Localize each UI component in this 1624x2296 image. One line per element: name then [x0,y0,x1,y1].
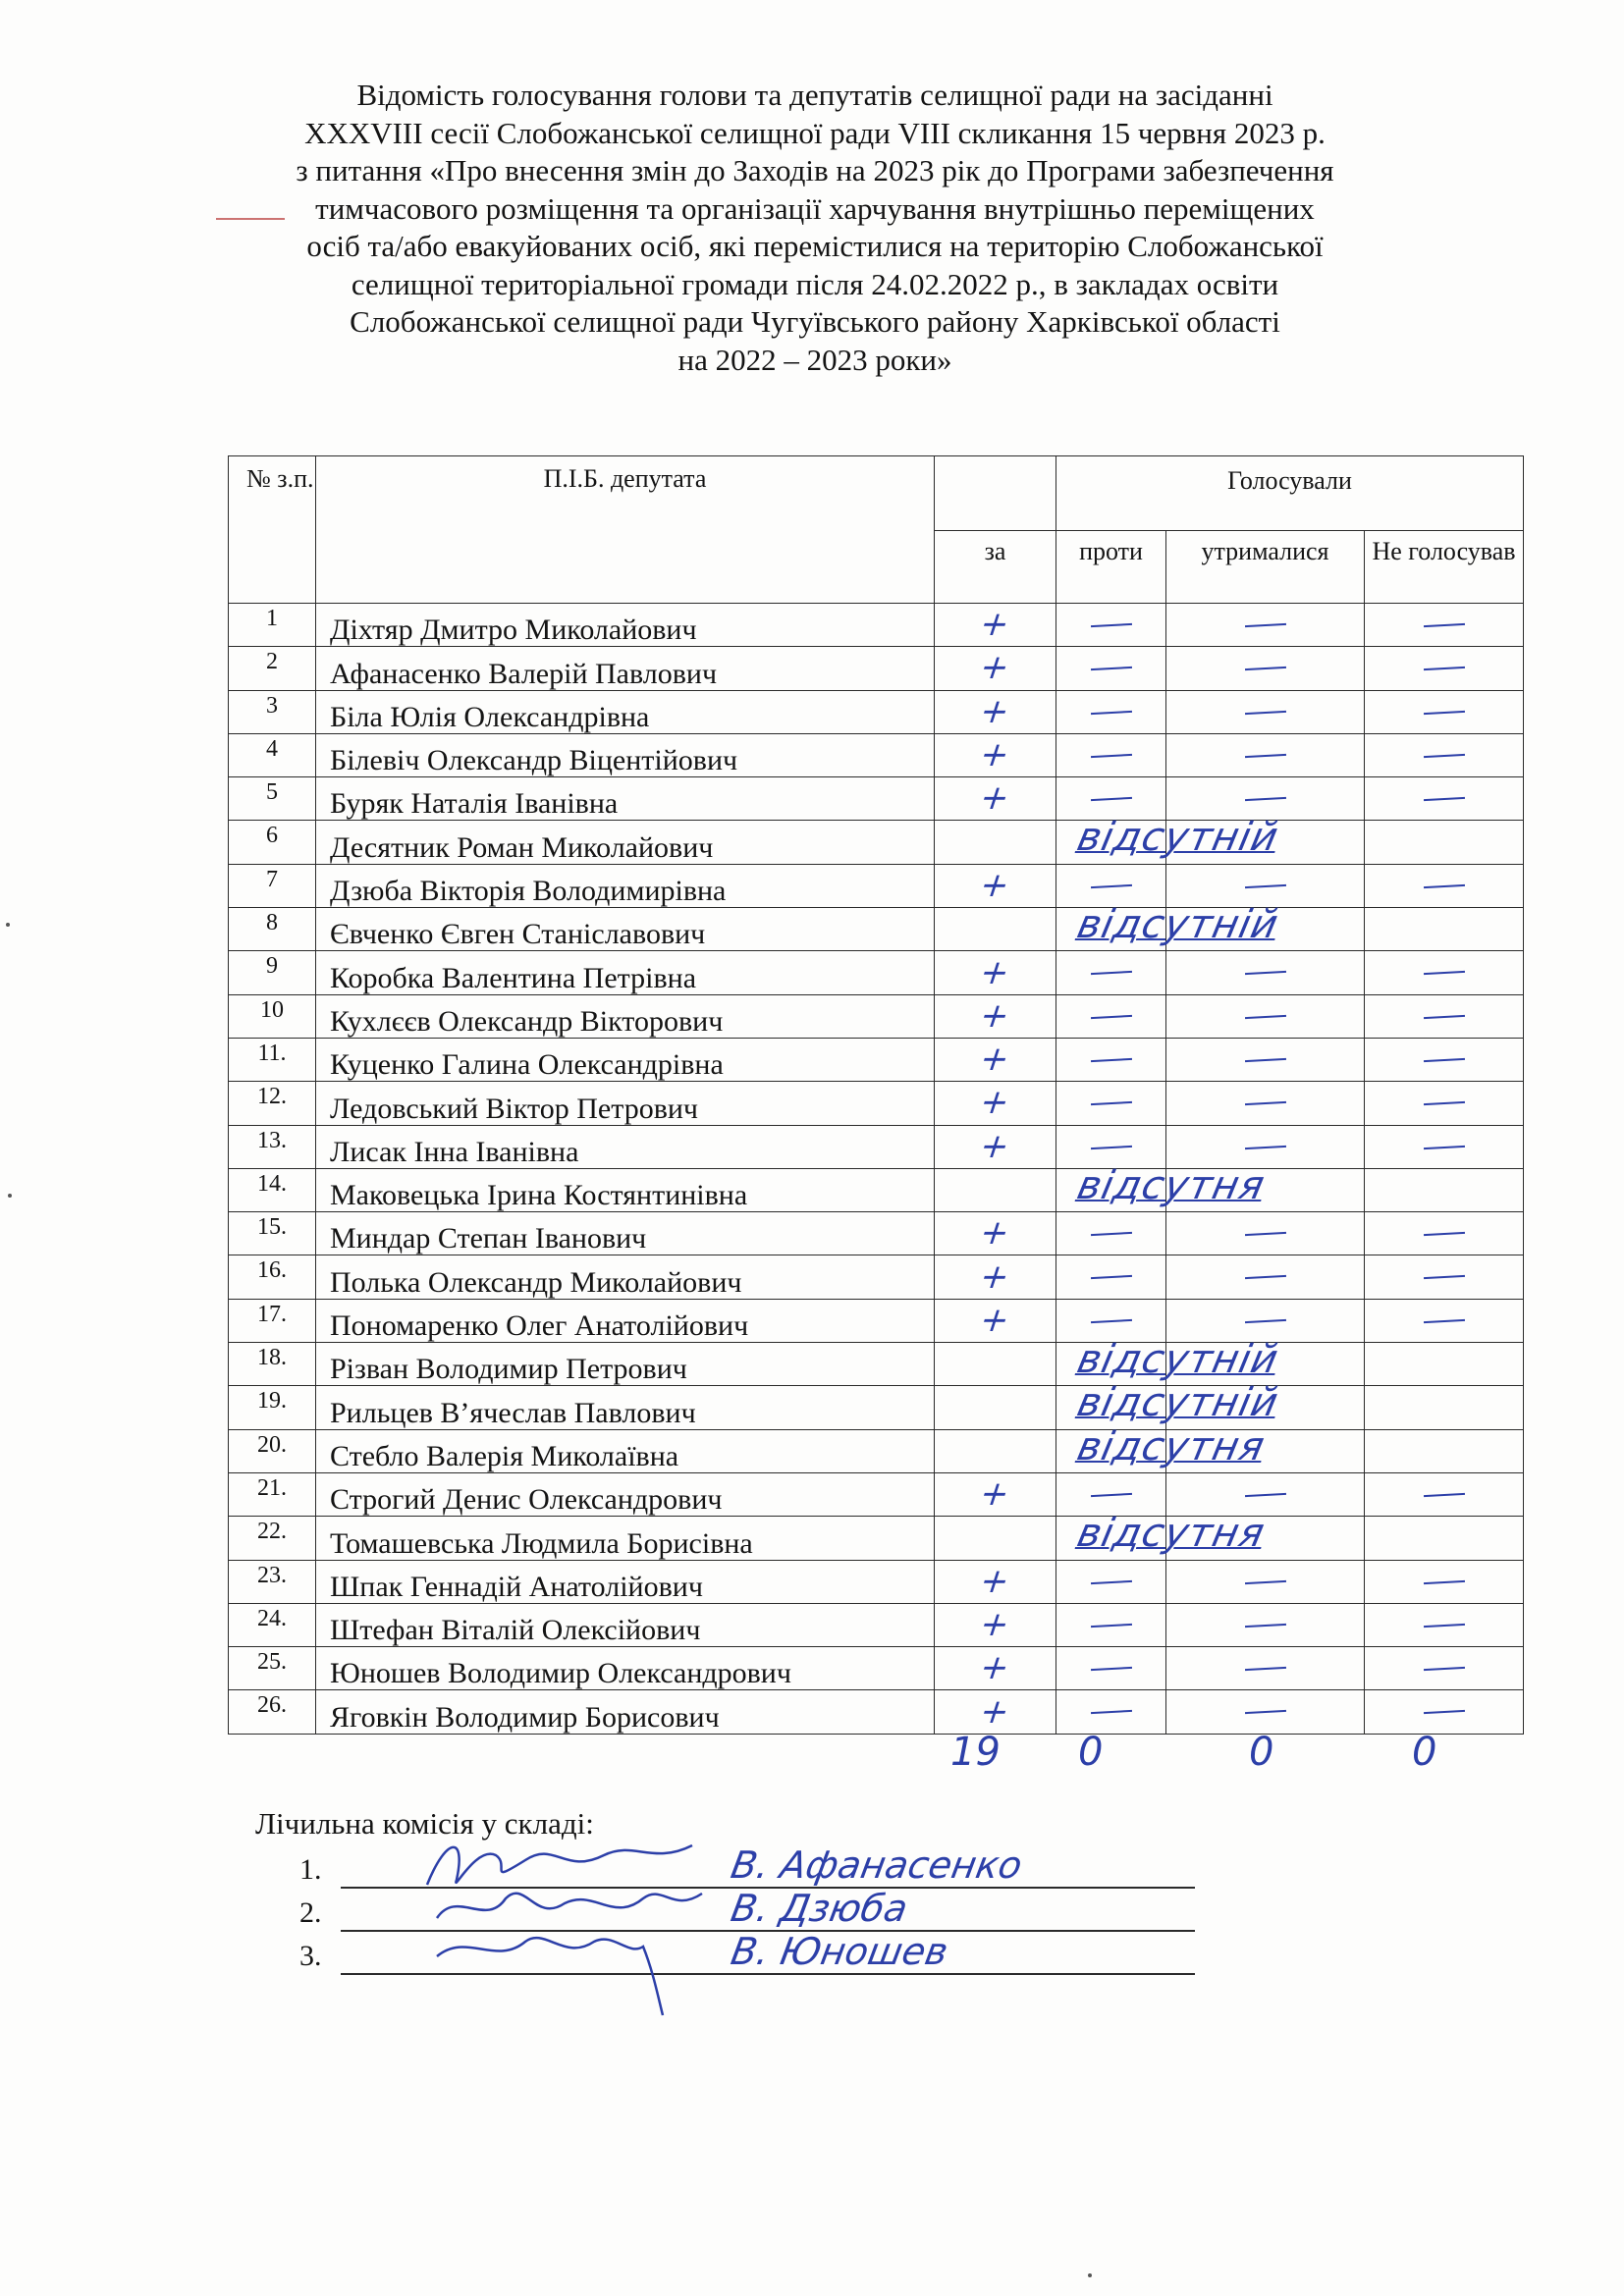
vote-cell-for [935,1038,1056,1081]
vote-cell-for [935,604,1056,647]
vote-cell-against [1056,733,1166,776]
deputy-name: Буряк Наталія Іванівна [316,777,935,821]
vote-cell-not-voted [1365,604,1524,647]
vote-cell-not-voted [1365,951,1524,994]
table-row [229,647,1524,690]
vote-cell-not-voted [1365,1386,1524,1429]
deputy-name: Білевіч Олександр Віцентійович [316,733,935,776]
header-against: проти [1056,531,1166,604]
table-row [229,908,1524,951]
deputy-name: Євченко Євген Станіславович [316,908,935,951]
header-spacer [935,456,1056,531]
vote-cell-against [1056,1690,1166,1734]
deputy-name: Різван Володимир Петрович [316,1343,935,1386]
handwritten-dash [1244,797,1285,801]
vote-cell-against [1056,1125,1166,1168]
commission-name: В. Дзюба [728,1887,911,1930]
absent-note: відсутній [1073,815,1283,861]
vote-cell-for [935,777,1056,821]
vote-cell-not-voted [1365,690,1524,733]
handwritten-dash [1244,667,1285,670]
handwritten-dash [1423,1058,1464,1062]
deputy-name: Штефан Віталій Олексійович [316,1603,935,1646]
table-row [229,690,1524,733]
handwritten-dash [1423,1101,1464,1105]
vote-cell-for [935,1429,1056,1472]
handwritten-dash [1423,1624,1464,1628]
document-title [216,77,1414,379]
deputy-name: Рильцев В’ячеслав Павлович [316,1386,935,1429]
row-number: 25. [229,1647,316,1690]
commission-member-3 [299,1930,1203,1979]
handwritten-dash [1244,884,1285,888]
row-number: 12. [229,1082,316,1125]
row-number: 24. [229,1603,316,1646]
absent-note: відсутній [1073,902,1283,948]
row-number: 18. [229,1343,316,1386]
vote-cell-for [935,821,1056,864]
handwritten-dash [1423,667,1464,670]
deputy-name: Стебло Валерія Миколаївна [316,1429,935,1472]
table-row [229,733,1524,776]
handwritten-plus: + [974,1083,1016,1123]
vote-cell-against [1056,1511,1270,1560]
row-number: 1 [229,604,316,647]
table-row [229,994,1524,1038]
absent-note: відсутня [1073,1423,1270,1469]
vote-cell-abstained [1166,1517,1365,1560]
handwritten-dash [1244,1145,1285,1148]
handwritten-dash [1244,1319,1285,1323]
row-number: 7 [229,864,316,907]
table-row [229,1255,1524,1299]
vote-cell-against [1056,815,1283,864]
vote-cell-abstained [1166,1647,1365,1690]
vote-cell-for [935,1386,1056,1429]
handwritten-dash [1423,710,1464,714]
absent-note: відсутній [1073,1380,1283,1426]
handwritten-plus: + [974,691,1016,731]
handwritten-dash [1244,1015,1285,1019]
deputy-name: Діхтяр Дмитро Миколайович [316,604,935,647]
handwritten-dash [1244,754,1285,758]
title-line-4: тимчасового розміщення та організації харчування внутрішньо переміщених [315,190,1315,226]
row-number: 2 [229,647,316,690]
vote-cell-not-voted [1365,1429,1524,1472]
handwritten-dash [1244,1232,1285,1236]
commission-label: Лічильна комісія у складі: [255,1806,594,1841]
vote-cell-abstained [1166,1125,1365,1168]
vote-cell-abstained [1166,994,1365,1038]
table-row [229,1386,1524,1429]
vote-cell-abstained [1166,1255,1365,1299]
row-number: 22. [229,1517,316,1560]
table-row [229,604,1524,647]
voting-table [228,455,1524,1735]
vote-cell-abstained [1166,1429,1365,1472]
handwritten-dash [1090,754,1131,758]
vote-cell-for [935,1168,1056,1211]
title-line-3: з питання «Про внесення змін до Заходів на 2023 рік до Програми забезпечення [296,153,1334,187]
title-line-2: XXXVIII сесії Слобожанської селищної ради VIII скликання 15 червня 2023 р. [304,115,1326,150]
commission-number: 1. [299,1853,322,1886]
vote-cell-for [935,1517,1056,1560]
vote-cell-not-voted [1365,1212,1524,1255]
deputy-name: Коробка Валентина Петрівна [316,951,935,994]
vote-cell-not-voted [1365,1343,1524,1386]
deputy-name: Миндар Степан Іванович [316,1212,935,1255]
handwritten-plus: + [974,648,1016,688]
handwritten-dash [1090,1015,1131,1019]
header-for: за [935,531,1056,604]
row-number: 6 [229,821,316,864]
vote-cell-not-voted [1365,864,1524,907]
row-number: 10 [229,994,316,1038]
handwritten-dash [1090,1145,1131,1148]
deputy-name: Пономаренко Олег Анатолійович [316,1299,935,1342]
title-line-6: селищної територіальної громади після 24.02.2022 р., в закладах освіти [351,266,1279,301]
table-row [229,1690,1524,1734]
handwritten-dash [1423,1319,1464,1323]
vote-cell-not-voted [1365,994,1524,1038]
deputy-name: Юношев Володимир Олександрович [316,1647,935,1690]
vote-cell-abstained [1166,1560,1365,1603]
table-row [229,1168,1524,1211]
title-line-5: осіб та/або евакуйованих осіб, які перемістилися на територію Слобожанської [306,229,1324,263]
scan-speck [8,1194,12,1198]
row-number: 17. [229,1299,316,1342]
handwritten-dash [1423,1579,1464,1583]
table-row [229,1038,1524,1081]
deputy-name: Маковецька Ірина Костянтинівна [316,1168,935,1211]
handwritten-plus: + [974,1648,1016,1688]
header-name: П.І.Б. депутата [316,456,935,604]
row-number: 20. [229,1429,316,1472]
vote-cell-for [935,1212,1056,1255]
handwritten-dash [1244,1667,1285,1671]
scan-speck [6,923,10,927]
vote-cell-not-voted [1365,1299,1524,1342]
handwritten-dash [1423,797,1464,801]
pen-mark [216,218,285,220]
table-row [229,1429,1524,1472]
vote-cell-against [1056,951,1166,994]
vote-cell-abstained [1166,1082,1365,1125]
vote-cell-abstained [1166,864,1365,907]
total-for: 19 [950,1730,1001,1775]
handwritten-dash [1244,971,1285,975]
table-row [229,777,1524,821]
row-number: 21. [229,1472,316,1516]
deputy-name: Дзюба Вікторія Володимирівна [316,864,935,907]
table-row [229,1125,1524,1168]
commission-name: В. Афанасенко [728,1843,1026,1887]
row-number: 8 [229,908,316,951]
vote-cell-against [1056,1038,1166,1081]
vote-cell-for [935,951,1056,994]
absent-note: відсутня [1073,1162,1270,1208]
vote-cell-against [1056,604,1166,647]
vote-cell-abstained [1166,733,1365,776]
vote-cell-not-voted [1365,733,1524,776]
vote-cell-abstained [1166,1603,1365,1646]
vote-cell-abstained [1166,1299,1365,1342]
row-number: 26. [229,1690,316,1734]
deputy-name: Томашевська Людмила Борисівна [316,1517,935,1560]
vote-cell-for [935,1255,1056,1299]
vote-cell-not-voted [1365,777,1524,821]
handwritten-dash [1423,1232,1464,1236]
vote-cell-abstained [1166,1386,1365,1429]
vote-cell-not-voted [1365,1647,1524,1690]
table-row [229,1647,1524,1690]
absent-note: відсутній [1073,1337,1283,1383]
handwritten-dash [1090,797,1131,801]
handwritten-dash [1244,623,1285,627]
deputy-name: Біла Юлія Олександрівна [316,690,935,733]
deputy-name: Кухлєєв Олександр Вікторович [316,994,935,1038]
deputy-name: Ледовський Віктор Петрович [316,1082,935,1125]
vote-cell-against [1056,647,1166,690]
vote-cell-not-voted [1365,647,1524,690]
handwritten-dash [1423,623,1464,627]
handwritten-plus: + [974,1256,1016,1297]
vote-cell-not-voted [1365,1517,1524,1560]
handwritten-dash [1090,971,1131,975]
vote-cell-not-voted [1365,821,1524,864]
table-row [229,821,1524,864]
table-row [229,864,1524,907]
handwritten-dash [1244,1493,1285,1497]
handwritten-dash [1423,1275,1464,1279]
table-row [229,1343,1524,1386]
row-number: 5 [229,777,316,821]
handwritten-plus: + [974,1300,1016,1340]
handwritten-dash [1090,623,1131,627]
vote-cell-for [935,1299,1056,1342]
handwritten-dash [1423,1667,1464,1671]
vote-cell-not-voted [1365,1082,1524,1125]
vote-cell-for [935,1343,1056,1386]
vote-cell-not-voted [1365,908,1524,951]
vote-cell-against [1056,1212,1166,1255]
handwritten-dash [1090,1319,1131,1323]
handwritten-plus: + [974,1474,1016,1515]
handwritten-dash [1090,667,1131,670]
row-number: 9 [229,951,316,994]
deputy-name: Строгий Денис Олександрович [316,1472,935,1516]
deputy-name: Яговкін Володимир Борисович [316,1690,935,1734]
row-number: 3 [229,690,316,733]
handwritten-dash [1244,1710,1285,1714]
vote-cell-abstained [1166,908,1365,951]
vote-cell-abstained [1166,690,1365,733]
total-not-voted: 0 [1412,1730,1437,1775]
vote-cell-abstained [1166,951,1365,994]
handwritten-dash [1090,1710,1131,1714]
handwritten-plus: + [974,1561,1016,1601]
title-line-8: на 2022 – 2023 роки» [677,342,952,377]
table-row [229,1299,1524,1342]
vote-cell-for [935,1560,1056,1603]
vote-cell-not-voted [1365,1168,1524,1211]
header-abstained: утрималися [1166,531,1365,604]
vote-cell-for [935,647,1056,690]
deputy-name: Полька Олександр Миколайович [316,1255,935,1299]
deputy-name: Куценко Галина Олександрівна [316,1038,935,1081]
handwritten-plus: + [974,1040,1016,1080]
header-not-voted: Не голосував [1365,531,1524,604]
vote-cell-for [935,1690,1056,1734]
handwritten-dash [1423,884,1464,888]
vote-cell-against [1056,1255,1166,1299]
commission-number: 2. [299,1896,322,1929]
deputy-name: Шпак Геннадій Анатолійович [316,1560,935,1603]
total-against: 0 [1078,1730,1104,1775]
vote-cell-against [1056,1423,1270,1472]
handwritten-dash [1090,884,1131,888]
vote-cell-not-voted [1365,1255,1524,1299]
handwritten-dash [1423,754,1464,758]
table-row [229,951,1524,994]
vote-cell-abstained [1166,604,1365,647]
total-abstained: 0 [1249,1730,1274,1775]
handwritten-plus: + [974,1213,1016,1254]
handwritten-dash [1244,1101,1285,1105]
handwritten-dash [1423,1710,1464,1714]
vote-cell-for [935,1647,1056,1690]
scan-speck [1088,2273,1092,2277]
handwritten-dash [1090,1058,1131,1062]
row-number: 15. [229,1212,316,1255]
vote-cell-for [935,1472,1056,1516]
table-row [229,1082,1524,1125]
vote-cell-against [1056,1603,1166,1646]
row-number: 19. [229,1386,316,1429]
vote-cell-against [1056,1162,1270,1211]
vote-cell-for [935,994,1056,1038]
commission-number: 3. [299,1940,322,1972]
handwritten-dash [1090,1667,1131,1671]
handwritten-dash [1090,1493,1131,1497]
handwritten-dash [1090,1579,1131,1583]
vote-cell-not-voted [1365,1560,1524,1603]
row-number: 11. [229,1038,316,1081]
handwritten-plus: + [974,995,1016,1036]
vote-cell-abstained [1166,647,1365,690]
handwritten-dash [1090,1275,1131,1279]
handwritten-dash [1244,710,1285,714]
handwritten-dash [1423,971,1464,975]
title-line-7: Слобожанської селищної ради Чугуївського району Харківської області [350,304,1280,339]
vote-cell-for [935,690,1056,733]
deputy-name: Десятник Роман Миколайович [316,821,935,864]
vote-cell-against [1056,690,1166,733]
handwritten-dash [1423,1145,1464,1148]
vote-cell-against [1056,1082,1166,1125]
handwritten-dash [1423,1015,1464,1019]
signature-3 [417,1912,712,2020]
handwritten-plus: + [974,778,1016,819]
deputy-name: Афанасенко Валерій Павлович [316,647,935,690]
handwritten-dash [1090,1232,1131,1236]
vote-cell-against [1056,864,1166,907]
table-row [229,1560,1524,1603]
handwritten-dash [1244,1579,1285,1583]
handwritten-dash [1423,1493,1464,1497]
handwritten-plus: + [974,1604,1016,1644]
absent-note: відсутня [1073,1511,1270,1557]
deputy-name: Лисак Інна Іванівна [316,1125,935,1168]
vote-cell-for [935,1603,1056,1646]
handwritten-plus: + [974,605,1016,645]
vote-cell-not-voted [1365,1038,1524,1081]
row-number: 4 [229,733,316,776]
vote-cell-not-voted [1365,1603,1524,1646]
vote-cell-not-voted [1365,1472,1524,1516]
title-line-1: Відомість голосування голови та депутатів селищної ради на засіданні [356,78,1273,112]
vote-cell-against [1056,994,1166,1038]
handwritten-plus: + [974,952,1016,992]
table-row [229,1212,1524,1255]
vote-cell-abstained [1166,1038,1365,1081]
handwritten-dash [1090,710,1131,714]
row-number: 14. [229,1168,316,1211]
vote-cell-against [1056,902,1283,951]
handwritten-plus: + [974,1126,1016,1166]
vote-cell-not-voted [1365,1690,1524,1734]
handwritten-dash [1090,1101,1131,1105]
handwritten-dash [1244,1624,1285,1628]
vote-cell-for [935,908,1056,951]
handwritten-dash [1244,1058,1285,1062]
row-number: 13. [229,1125,316,1168]
table-row [229,1472,1524,1516]
vote-cell-abstained [1166,1212,1365,1255]
commission-name: В. Юношев [728,1930,951,1973]
vote-cell-abstained [1166,1168,1365,1211]
handwritten-dash [1244,1275,1285,1279]
vote-cell-against [1056,1647,1166,1690]
vote-cell-for [935,733,1056,776]
vote-cell-for [935,1082,1056,1125]
header-voted: Голосували [1056,456,1524,531]
header-number: № з.п. [229,456,316,604]
vote-cell-against [1056,1560,1166,1603]
row-number: 16. [229,1255,316,1299]
row-number: 23. [229,1560,316,1603]
vote-cell-abstained [1166,821,1365,864]
vote-cell-against [1056,1299,1166,1342]
voting-table-body [229,604,1524,1735]
vote-cell-abstained [1166,1690,1365,1734]
handwritten-dash [1090,1624,1131,1628]
table-row [229,1517,1524,1560]
table-row [229,1603,1524,1646]
handwritten-plus: + [974,865,1016,905]
handwritten-plus: + [974,1691,1016,1732]
handwritten-plus: + [974,735,1016,775]
vote-cell-not-voted [1365,1125,1524,1168]
vote-cell-against [1056,1380,1283,1429]
vote-cell-for [935,1125,1056,1168]
vote-cell-for [935,864,1056,907]
